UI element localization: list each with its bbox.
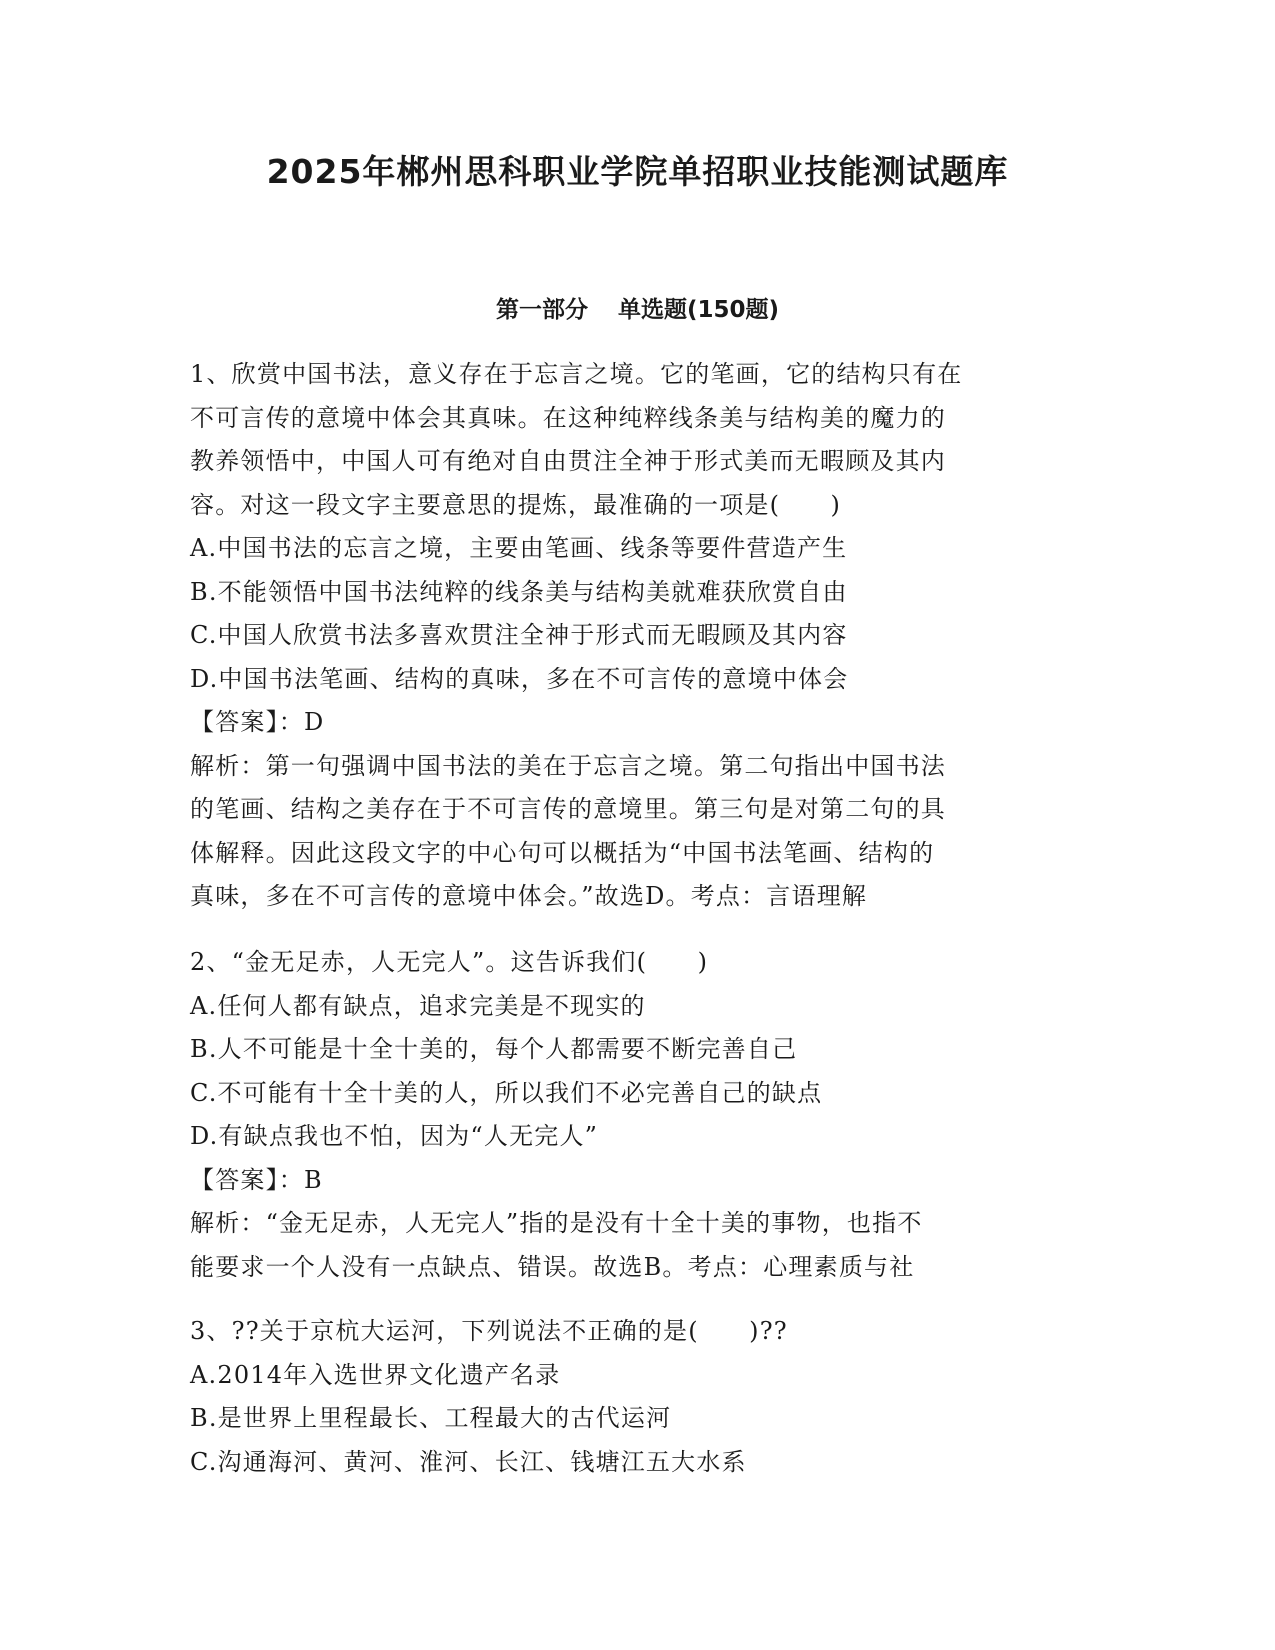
question-stem-line: 1、欣赏中国书法，意义存在于忘言之境。它的笔画，它的结构只有在 [190,360,963,388]
analysis-line: 真味，多在不可言传的意境中体会。”故选D。考点：言语理解 [190,882,868,910]
option-b: B.人不可能是十全十美的，每个人都需要不断完善自己 [190,1035,798,1063]
option-d: D.有缺点我也不怕，因为“人无完人” [190,1122,599,1150]
question-stem-line: 教养领悟中，中国人可有绝对自由贯注全神于形式美而无暇顾及其内 [190,447,946,475]
option-b: B.是世界上里程最长、工程最大的古代运河 [190,1404,672,1432]
option-a: A.中国书法的忘言之境，主要由笔画、线条等要件营造产生 [190,534,848,562]
option-c: C.不可能有十全十美的人，所以我们不必完善自己的缺点 [190,1078,823,1107]
analysis-line: 解析：第一句强调中国书法的美在于忘言之境。第二句指出中国书法 [190,751,946,780]
answer-line: 【答案】：D [190,708,325,736]
option-c: C.沟通海河、黄河、淮河、长江、钱塘江五大水系 [190,1447,747,1476]
question-stem-line: 不可言传的意境中体会其真味。在这种纯粹线条美与结构美的魔力的 [190,403,946,432]
analysis-line: 能要求一个人没有一点缺点、错误。故选B。考点：心理素质与社 [190,1252,915,1281]
answer-line: 【答案】：B [190,1165,323,1194]
analysis-line: 体解释。因此这段文字的中心句可以概括为“中国书法笔画、结构的 [190,838,935,867]
option-a: A.2014年入选世界文化遗产名录 [190,1360,561,1389]
section-name: 单选题(150题) [617,297,780,323]
section-part: 第一部分 [495,297,588,323]
question-stem-line: 2、“金无足赤，人无完人”。这告诉我们( ) [190,948,709,976]
section-title [0,293,1275,327]
analysis-line: 的笔画、结构之美存在于不可言传的意境里。第三句是对第二句的具 [190,795,946,823]
analysis-line: 解析：“金无足赤，人无完人”指的是没有十全十美的事物，也指不 [190,1209,923,1237]
option-c: C.中国人欣赏书法多喜欢贯注全神于形式而无暇顾及其内容 [190,621,848,649]
question-stem-line: 容。对这一段文字主要意思的提炼，最准确的一项是( ) [190,490,842,519]
document-title: 2025年郴州思科职业学院单招职业技能测试题库 [266,152,1009,191]
question-3 [190,1310,1090,1484]
option-b: B.不能领悟中国书法纯粹的线条美与结构美就难获欣赏自由 [190,577,848,606]
question-stem-line: 3、??关于京杭大运河，下列说法不正确的是( )?? [190,1317,788,1345]
option-d: D.中国书法笔画、结构的真味，多在不可言传的意境中体会 [190,664,849,693]
option-a: A.任何人都有缺点，追求完美是不现实的 [190,991,646,1020]
question-1 [190,353,1090,919]
question-2 [190,941,1090,1289]
